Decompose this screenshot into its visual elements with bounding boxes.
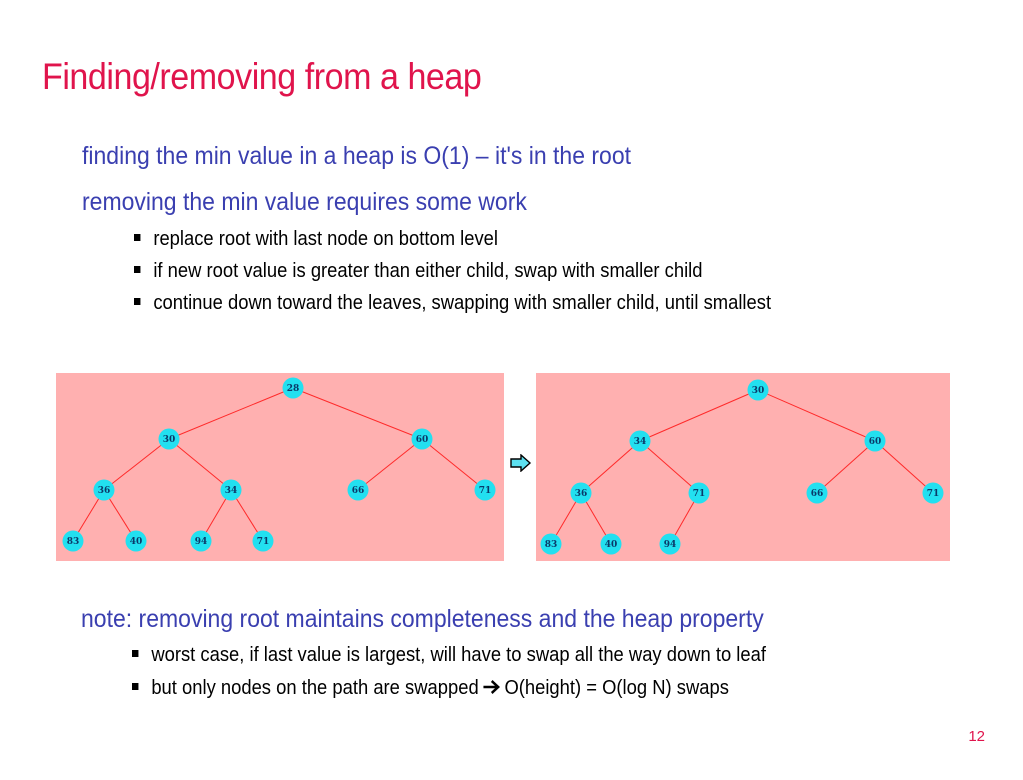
square-bullet-icon (134, 266, 140, 273)
heap-before-edge (293, 388, 422, 439)
square-bullet-icon (134, 298, 140, 305)
heap-before-node-value: 83 (66, 537, 80, 547)
heap-after-node (923, 483, 944, 504)
heap-before-edge (422, 439, 485, 490)
heap-before-node (283, 378, 304, 399)
page-number: 12 (968, 728, 985, 745)
heap-before-edge (358, 439, 422, 490)
heap-before-node-value: 71 (478, 486, 492, 496)
heap-after-node-value: 94 (663, 540, 677, 550)
heap-before-node (253, 531, 274, 552)
heap-after-node (748, 380, 769, 401)
square-bullet-icon (132, 650, 138, 657)
heap-before-node (475, 480, 496, 501)
heap-before-node-value: 28 (286, 384, 300, 394)
heap-after-edge (640, 390, 758, 441)
heap-before-node (348, 480, 369, 501)
heap-before-node-value: 34 (224, 486, 238, 496)
heap-before-node-value: 66 (351, 486, 365, 496)
heap-before-tree (56, 373, 504, 561)
heap-before-node-value: 71 (256, 537, 270, 547)
heap-after-node-value: 40 (604, 540, 618, 550)
heap-after-edge (581, 441, 640, 493)
remove-step-1 (134, 228, 498, 251)
heap-after-edge (758, 390, 875, 441)
note-detail-2 (132, 677, 729, 700)
remove-step-2-text: if new root value is greater than either child, swap with smaller child (153, 260, 703, 282)
heap-before-node-value: 60 (415, 435, 429, 445)
heap-after-panel (536, 373, 950, 561)
slide-title: Finding/removing from a heap (42, 56, 482, 97)
note-detail-1-text: worst case, if last value is largest, will have to swap all the way down to leaf (151, 644, 766, 666)
heap-after-node-value: 83 (544, 540, 558, 550)
heap-before-node-value: 40 (129, 537, 143, 547)
remove-step-3-text: continue down toward the leaves, swapping with smaller child, until smallest (153, 292, 772, 314)
heap-after-node-value: 71 (692, 489, 706, 499)
heap-before-node-value: 94 (194, 537, 208, 547)
heap-after-node (660, 534, 681, 555)
heap-after-node (571, 483, 592, 504)
heap-after-edge (640, 441, 699, 493)
heap-after-node-value: 30 (751, 386, 765, 396)
square-bullet-icon (134, 234, 140, 241)
point-find-min: finding the min value in a heap is O(1) – it's in the root (82, 142, 632, 170)
heap-before-node (94, 480, 115, 501)
heap-before-panel (56, 373, 504, 561)
arrow-right-icon (482, 679, 500, 695)
heap-before-edge (104, 439, 169, 490)
heap-after-node (689, 483, 710, 504)
heap-after-node (807, 483, 828, 504)
heap-before-node (221, 480, 242, 501)
note-detail-1 (132, 644, 766, 667)
square-bullet-icon (132, 683, 138, 690)
heap-after-node (541, 534, 562, 555)
note-detail-2-complexity: O(height) = O(log N) swaps (504, 677, 729, 699)
heap-before-node-value: 30 (162, 435, 176, 445)
heap-after-node (630, 431, 651, 452)
heap-before-node (63, 531, 84, 552)
note-heading: note: removing root maintains completeness and the heap property (81, 605, 764, 633)
heap-before-node (159, 429, 180, 450)
heap-after-node-value: 36 (574, 489, 588, 499)
heap-before-node (126, 531, 147, 552)
note-detail-2-text: but only nodes on the path are swapped (151, 677, 479, 699)
heap-after-node-value: 66 (810, 489, 824, 499)
heap-after-edge (875, 441, 933, 493)
remove-step-2 (134, 260, 703, 283)
point-remove-min: removing the min value requires some work (82, 188, 527, 216)
heap-after-tree (536, 373, 950, 561)
heap-after-edge (817, 441, 875, 493)
heap-after-node (601, 534, 622, 555)
heap-after-node-value: 60 (868, 437, 882, 447)
heap-after-node-value: 34 (633, 437, 647, 447)
heap-before-node (191, 531, 212, 552)
heap-before-node (412, 429, 433, 450)
heap-before-edge (169, 439, 231, 490)
heap-before-edge (169, 388, 293, 439)
heap-after-node-value: 71 (926, 489, 940, 499)
remove-step-1-text: replace root with last node on bottom level (153, 228, 499, 250)
heap-after-node (865, 431, 886, 452)
heap-before-node-value: 36 (97, 486, 111, 496)
right-arrow-icon (510, 454, 532, 472)
remove-step-3 (134, 292, 771, 315)
